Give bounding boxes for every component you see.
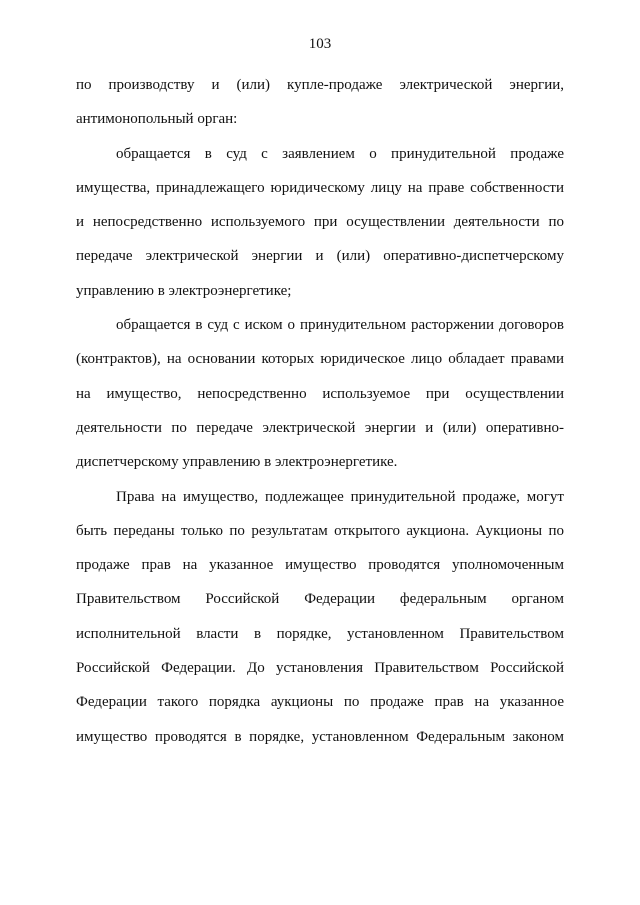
text-line: быть переданы только по результатам открытого аукциона. Аукционы по bbox=[76, 522, 564, 539]
text-line: имущество проводятся в порядке, установленном Федеральным законом bbox=[76, 728, 564, 745]
text-line: Права на имущество, подлежащее принудительной продаже, могут bbox=[116, 488, 564, 505]
paragraph-1 bbox=[76, 68, 564, 137]
text-line: по производству и (или) купле-продаже электрической энергии, bbox=[76, 77, 564, 93]
page-number: 103 bbox=[308, 36, 332, 52]
text-line: управлению в электроэнергетике; bbox=[76, 282, 292, 299]
paragraph-4 bbox=[76, 480, 564, 754]
text-line: имущества, принадлежащего юридическому лицу на праве собственности bbox=[76, 179, 564, 196]
text-line: Российской Федерации. До установления Правительством Российской bbox=[76, 660, 564, 677]
text-line: продаже прав на указанное имущество проводятся уполномоченным bbox=[76, 557, 564, 574]
text-line: и непосредственно используемого при осуществлении деятельности по bbox=[76, 214, 564, 231]
text-line: антимонопольный орган: bbox=[76, 111, 238, 128]
text-line: диспетчерскому управлению в электроэнергетике. bbox=[76, 454, 398, 471]
text-line: на имущество, непосредственно используемое при осуществлении bbox=[76, 385, 564, 402]
text-line: деятельности по передаче электрической энергии и (или) оперативно- bbox=[76, 419, 564, 436]
paragraph-2 bbox=[76, 137, 564, 308]
text-line: (контрактов), на основании которых юридическое лицо обладает правами bbox=[76, 351, 564, 368]
document-body bbox=[76, 68, 564, 754]
text-line: обращается в суд с заявлением о принудительной продаже bbox=[116, 145, 564, 162]
text-line: Правительством Российской Федерации федеральным органом bbox=[76, 591, 564, 608]
text-line: исполнительной власти в порядке, установленном Правительством bbox=[76, 625, 564, 642]
text-line: Федерации такого порядка аукционы по продаже прав на указанное bbox=[76, 694, 564, 711]
paragraph-3 bbox=[76, 308, 564, 479]
text-line: обращается в суд с иском о принудительном расторжении договоров bbox=[116, 317, 564, 334]
text-line: передаче электрической энергии и (или) оперативно-диспетчерскому bbox=[76, 248, 564, 265]
